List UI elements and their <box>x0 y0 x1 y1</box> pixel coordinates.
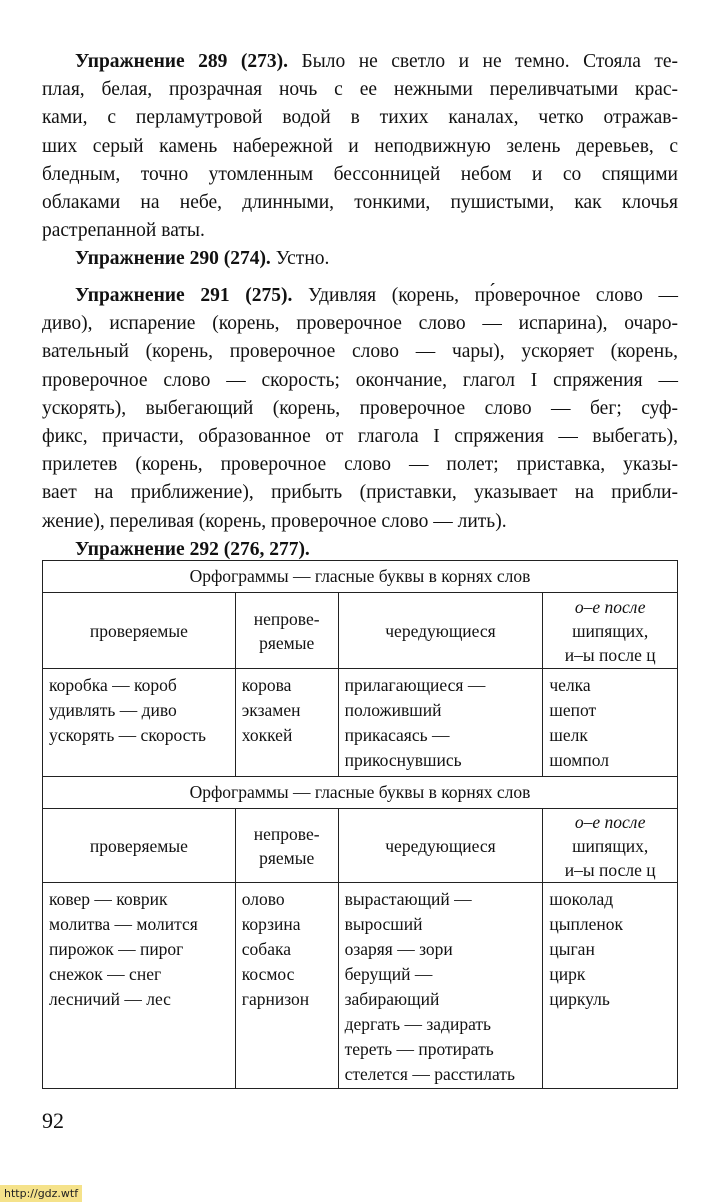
text-line: вательный (корень, проверочное слово — чары), ускоряет (корень, <box>42 341 678 363</box>
table-cell <box>338 883 543 1089</box>
header-alternating: чередующиеся <box>338 809 543 883</box>
word-entry: лесничий — лес <box>49 989 171 1009</box>
text-line: бледным, точно утомленным бессонницей небом и со спящими <box>42 163 678 185</box>
text-line: растрепанной ваты. <box>42 220 205 242</box>
spelling-table <box>42 560 678 1089</box>
word-entry: положивший <box>344 700 442 720</box>
word-entry: олово <box>241 889 285 909</box>
table-cell <box>543 669 678 777</box>
word-entry: циркуль <box>549 989 610 1009</box>
table-cell <box>43 883 236 1089</box>
table-title-row <box>43 777 678 809</box>
word-entry: стелется — расстилать <box>344 1064 515 1084</box>
table-title: Орфограммы — гласные буквы в корнях слов <box>43 777 678 809</box>
word-entry: прикоснувшись <box>344 750 462 770</box>
table-title-row <box>43 561 678 593</box>
text-line: фикс, причасти, образованное от глагола I спряжения — выбегать), <box>42 425 678 447</box>
header-checkable: проверяемые <box>43 593 236 669</box>
table-header-row <box>43 809 678 883</box>
word-entry: озаряя — зори <box>344 939 453 959</box>
word-entry: шоколад <box>549 889 614 909</box>
word-entry: забирающий <box>344 989 440 1009</box>
word-entry: удивлять — диво <box>49 700 177 720</box>
word-entry: корзина <box>241 914 301 934</box>
word-entry: коробка — короб <box>49 675 177 695</box>
text-line: ками, с перламутровой водой в тихих каналах, четко отражав- <box>42 107 678 129</box>
word-entry: хоккей <box>241 725 293 745</box>
exercise-292-heading: Упражнение 292 (276, 277). <box>75 538 310 560</box>
text-line: плая, белая, прозрачная ночь с ее нежными переливчатыми крас- <box>42 79 678 101</box>
header-checkable: проверяемые <box>43 809 236 883</box>
exercise-291: Упражнение 291 (275). Удивляя (корень, пр́оверочное слово — диво), испарение (корень, проверочное слово — испарина), очаро- вательный (корень, проверочное слово — чары), ускоряет (корень, проверочное слово — скорость; окончание, глагол I спряжения — ускорять), выбегающий (корень, проверочное слово — бег; суф- фикс, причасти, образованное от глагола I спряжения — выбегать), прилетев (корень, проверочное слово — полет; приставка, указы- вает на приближение), прибыть (приставки, указывает на прибли- жение), переливая (корень, проверочное слово — лить). Упражнение 292 (276, 277). <box>42 285 678 560</box>
table-header-row <box>43 593 678 669</box>
table-title: Орфограммы — гласные буквы в корнях слов <box>43 561 678 593</box>
word-entry: космос <box>241 964 295 984</box>
word-entry: цыпленок <box>549 914 623 934</box>
word-entry: прикасаясь — <box>344 725 450 745</box>
exercise-289: Упражнение 289 (273). Было не светло и не темно. Стояла те- плая, белая, прозрачная ночь с ее нежными переливчатыми крас- ками, с перламутровой водой в тихих каналах, четко отражав- ших серый камень набережной и неподвижную зелень деревьев, с бледным, точно утомленным бессонницей небом и со спящими облаками на небе, длинными, тонкими, пушистыми, как клочья растрепанной ваты. Упражнение 290 (274). Устно. <box>42 48 678 274</box>
word-entry: прилагающиеся — <box>344 675 486 695</box>
word-entry: снежок — снег <box>49 964 162 984</box>
word-entry: экзамен <box>241 700 301 720</box>
header-after-sibilants: о–е после шипящих, и–ы после ц <box>543 593 678 669</box>
word-entry: корова <box>241 675 292 695</box>
word-entry: шепот <box>549 700 597 720</box>
table-cell <box>235 669 338 777</box>
word-entry: челка <box>549 675 591 695</box>
text-line: диво), испарение (корень, проверочное слово — испарина), очаро- <box>42 313 678 335</box>
table-body-row <box>43 883 678 1089</box>
table-cell <box>338 669 543 777</box>
text-line: облаками на небе, длинными, тонкими, пушистыми, как клочья <box>42 191 678 213</box>
header-after-sibilants: о–е после шипящих, и–ы после ц <box>543 809 678 883</box>
header-uncheckable: непрове- ряемые <box>235 593 338 669</box>
word-entry: ковер — коврик <box>49 889 168 909</box>
text-line: вает на приближение), прибыть (приставки, указывает на прибли- <box>42 482 678 504</box>
word-entry: шелк <box>549 725 588 745</box>
header-alternating: чередующиеся <box>338 593 543 669</box>
word-entry: цыган <box>549 939 595 959</box>
text-line: жение), переливая (корень, проверочное слово — лить). <box>42 510 507 532</box>
exercise-heading: Упражнение 291 (275). <box>75 285 293 306</box>
text-line: проверочное слово — скорость; окончание, глагол I спряжения — <box>42 369 678 391</box>
header-uncheckable: непрове- ряемые <box>235 809 338 883</box>
word-entry: шомпол <box>549 750 609 770</box>
word-entry: берущий — <box>344 964 433 984</box>
table-cell <box>543 883 678 1089</box>
table-cell <box>43 669 236 777</box>
word-entry: выросший <box>344 914 423 934</box>
word-entry: пирожок — пирог <box>49 939 184 959</box>
word-entry: молитва — молится <box>49 914 198 934</box>
text-line: прилетев (корень, проверочное слово — полет; приставка, указы- <box>42 454 678 476</box>
exercise-heading: Упражнение 289 (273). <box>75 51 288 72</box>
table-cell <box>235 883 338 1089</box>
word-entry: цирк <box>549 964 586 984</box>
word-entry: собака <box>241 939 291 959</box>
word-entry: дергать — задирать <box>344 1014 492 1034</box>
text-line: ускорять), выбегающий (корень, проверочное слово — бег; суф- <box>42 397 678 419</box>
page-number: 92 <box>42 1108 64 1133</box>
word-entry: тереть — протирать <box>344 1039 494 1059</box>
table-body-row <box>43 669 678 777</box>
word-entry: вырастающий — <box>344 889 472 909</box>
watermark: http://gdz.wtf <box>0 1185 82 1202</box>
word-entry: ускорять — скорость <box>49 725 207 745</box>
text-line: ших серый камень набережной и неподвижную зелень деревьев, с <box>42 135 678 157</box>
word-entry: гарнизон <box>241 989 310 1009</box>
exercise-290: Упражнение 290 (274). Устно. <box>75 248 330 270</box>
